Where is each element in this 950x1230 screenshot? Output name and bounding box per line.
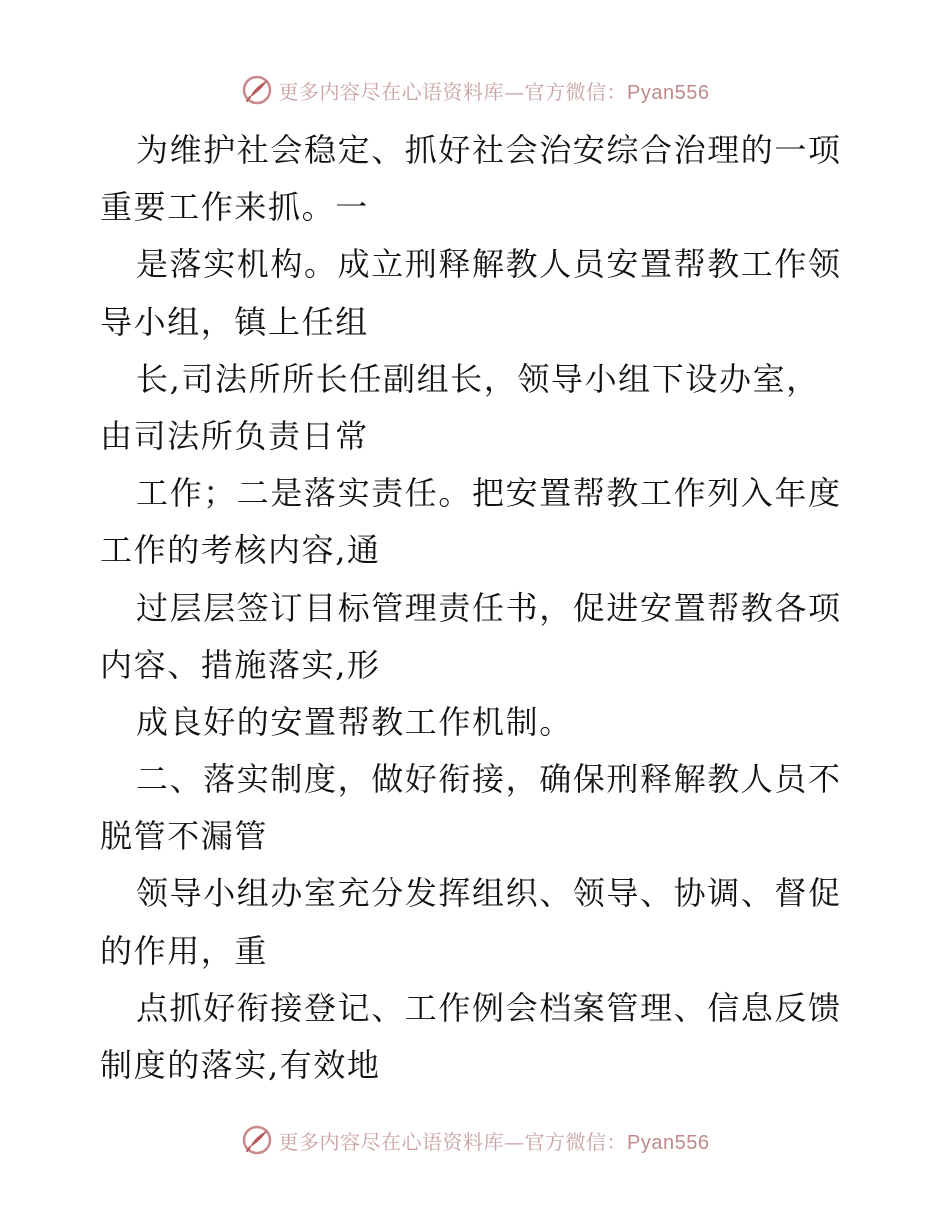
text-line: 领导小组办室充分发挥组织、领导、协调、督促 xyxy=(136,874,842,913)
text-line: 过层层签订目标管理责任书，促进安置帮教各项 xyxy=(136,588,842,627)
footer-watermark xyxy=(0,1120,950,1160)
watermark-id-text: Pyan556 xyxy=(627,1131,710,1154)
text-line: 导小组，镇上任组 xyxy=(100,302,369,341)
text-line: 内容、措施落实,形 xyxy=(100,645,381,684)
text-line: 工作；二是落实责任。把安置帮教工作列入年度 xyxy=(136,474,842,513)
header-watermark xyxy=(0,70,950,110)
text-line: 二、落实制度，做好衔接，确保刑释解教人员不 xyxy=(136,760,842,799)
text-line: 的作用，重 xyxy=(100,931,269,970)
watermark-main-text: 更多内容尽在心语资料库—官方微信： xyxy=(278,1129,628,1154)
text-line: 是落实机构。成立刑释解教人员安置帮教工作领 xyxy=(136,245,842,284)
watermark-text xyxy=(279,1126,710,1155)
text-line: 为维护社会稳定、抓好社会治安综合治理的一项 xyxy=(136,131,842,169)
text-line: 成良好的安置帮教工作机制。 xyxy=(136,702,573,741)
feather-pen-logo-icon xyxy=(241,1124,273,1156)
feather-pen-logo-icon xyxy=(241,74,273,106)
watermark-text xyxy=(279,76,710,105)
watermark-id-text: Pyan556 xyxy=(627,81,710,104)
document-body xyxy=(100,122,860,1094)
text-line: 制度的落实,有效地 xyxy=(100,1046,381,1084)
text-line: 由司法所负责日常 xyxy=(100,416,369,455)
text-line: 点抓好衔接登记、工作例会档案管理、信息反馈 xyxy=(136,988,842,1027)
text-line: 长,司法所所长任副组长，领导小组下设办室， xyxy=(136,359,820,398)
text-line: 脱管不漏管 xyxy=(100,817,269,856)
text-line: 重要工作来抓。一 xyxy=(100,188,369,227)
text-line: 工作的考核内容,通 xyxy=(100,531,381,570)
watermark-main-text: 更多内容尽在心语资料库—官方微信： xyxy=(278,79,628,104)
